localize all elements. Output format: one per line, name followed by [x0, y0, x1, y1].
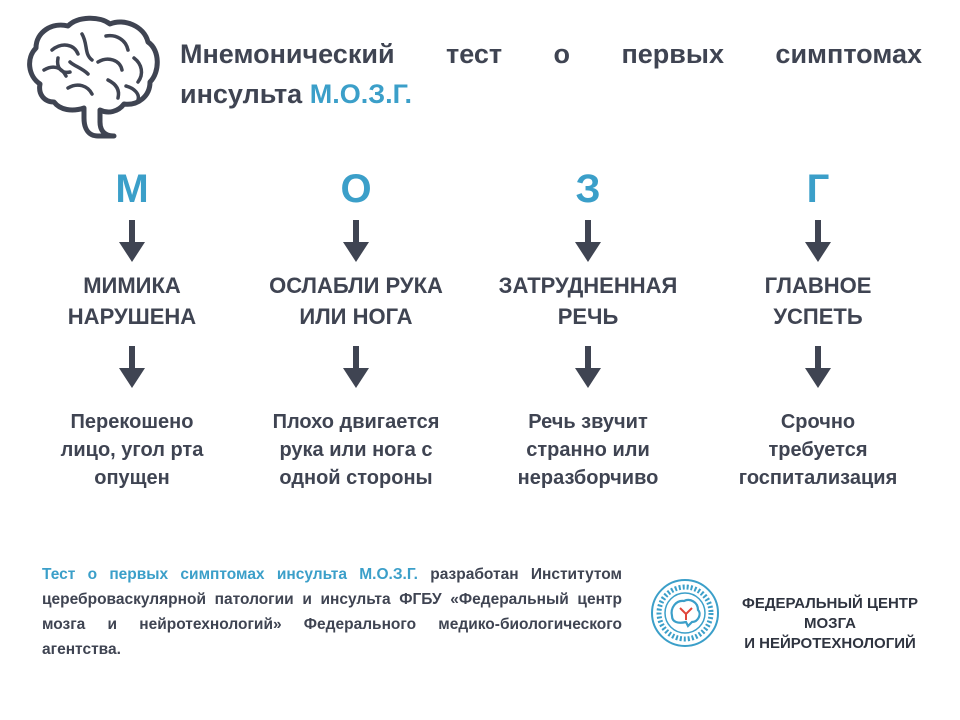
- title-word: тест: [445, 39, 503, 69]
- arrow-down-icon: [573, 346, 603, 390]
- heading-line: НАРУШЕНА: [67, 304, 197, 329]
- heading-line: ГЛАВНОЕ: [764, 273, 872, 298]
- heading-line: МИМИКА: [83, 273, 181, 298]
- mnemonic-column-z: [478, 160, 698, 492]
- organization-line: МОЗГА: [804, 615, 856, 632]
- symptom-description: [246, 408, 466, 492]
- symptom-heading: [708, 270, 928, 332]
- organization-line: И НЕЙРОТЕХНОЛОГИЙ: [744, 635, 916, 652]
- description-line: Срочно: [780, 411, 856, 433]
- title-word: симптомах: [775, 39, 922, 69]
- mnemonic-letter: З: [575, 167, 601, 211]
- arrow-down-icon: [117, 220, 147, 264]
- description-line: Плохо двигается: [272, 411, 440, 433]
- footer-body: разработан Институтом цереброваскулярной патологии и инсульта ФГБУ «Федеральный центр мозга и нейротехнологий» Федерального медико-биологического агентства.: [42, 566, 622, 658]
- arrow-down-icon: [117, 346, 147, 390]
- description-line: одной стороны: [279, 467, 433, 489]
- symptom-description: [22, 408, 242, 492]
- mnemonic-letter: Г: [806, 167, 830, 211]
- description-line: требуется: [768, 439, 868, 461]
- arrow-down-icon: [803, 346, 833, 390]
- mnemonic-column-o: [246, 160, 466, 492]
- heading-line: ИЛИ НОГА: [299, 304, 413, 329]
- mnemonic-letter: М: [115, 167, 149, 211]
- heading-line: ЗАТРУДНЕННАЯ: [498, 273, 678, 298]
- description-line: неразборчиво: [517, 467, 659, 489]
- symptom-heading: [246, 270, 466, 332]
- symptom-heading: [22, 270, 242, 332]
- mnemonic-column-m: [22, 160, 242, 492]
- organization-name: [730, 594, 930, 654]
- heading-line: УСПЕТЬ: [773, 304, 863, 329]
- description-line: лицо, угол рта: [60, 439, 204, 461]
- heading-line: РЕЧЬ: [557, 304, 619, 329]
- title-line-2: [180, 74, 922, 114]
- symptom-heading: [478, 270, 698, 332]
- title-word: о: [553, 39, 571, 69]
- arrow-down-icon: [341, 346, 371, 390]
- fcmn-logo-icon: [650, 578, 720, 648]
- title-acronym: М.О.З.Г.: [309, 79, 413, 109]
- description-line: госпитализация: [738, 467, 898, 489]
- title-line-1: [180, 34, 922, 74]
- symptom-description: [708, 408, 928, 492]
- mnemonic-column-g: [708, 160, 928, 492]
- brain-icon: [22, 14, 162, 140]
- title-prefix: инсульта: [180, 79, 303, 109]
- mnemonic-letter: О: [340, 167, 372, 211]
- description-line: Перекошено: [70, 411, 194, 433]
- arrow-down-icon: [341, 220, 371, 264]
- heading-line: ОСЛАБЛИ РУКА: [269, 273, 443, 298]
- footer-note: [42, 562, 622, 662]
- footer-accent: Тест о первых симптомах инсульта М.О.З.Г.: [42, 566, 418, 583]
- title-word: первых: [621, 39, 724, 69]
- organization-line: ФЕДЕРАЛЬНЫЙ ЦЕНТР: [742, 595, 918, 612]
- symptom-description: [478, 408, 698, 492]
- description-line: рука или нога с: [279, 439, 433, 461]
- description-line: Речь звучит: [528, 411, 648, 433]
- title-word: Мнемонический: [180, 39, 395, 69]
- arrow-down-icon: [803, 220, 833, 264]
- description-line: опущен: [94, 467, 170, 489]
- page-title: [180, 34, 922, 114]
- arrow-down-icon: [573, 220, 603, 264]
- description-line: странно или: [526, 439, 650, 461]
